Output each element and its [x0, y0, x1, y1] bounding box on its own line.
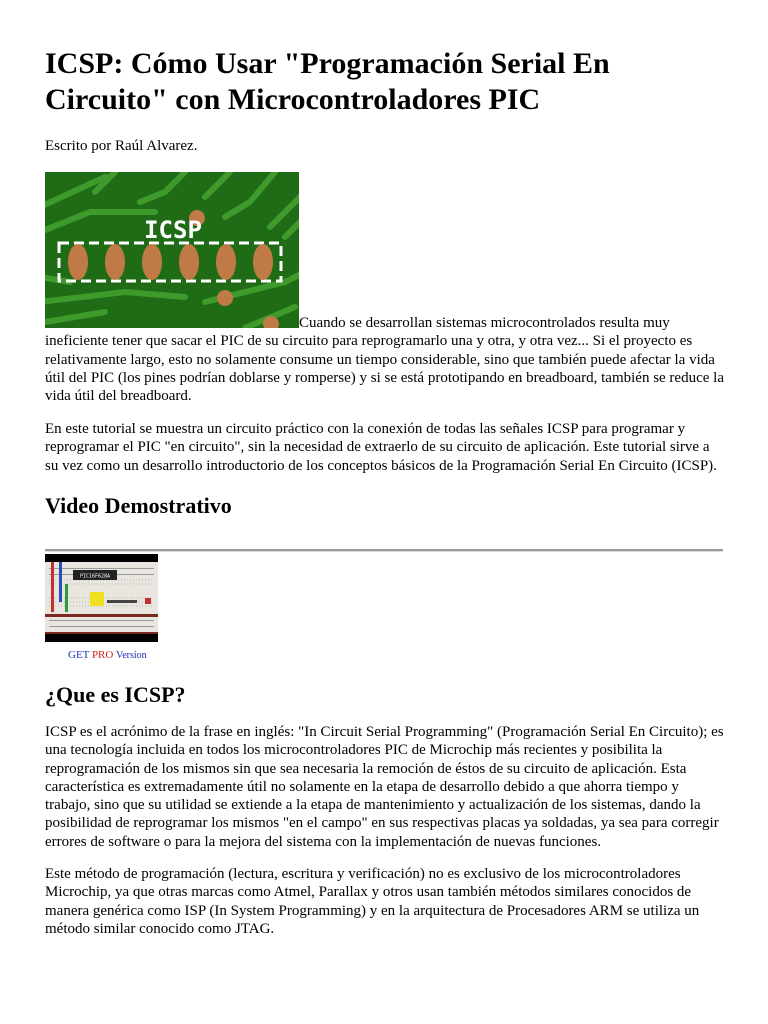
icsp-label: ICSP [144, 216, 202, 244]
video-thumbnail[interactable] [45, 554, 158, 642]
video-heading: Video Demostrativo [45, 493, 232, 518]
byline: Escrito por Raúl Alvarez. [45, 138, 198, 154]
what-is-paragraph-2: Este método de programación (lectura, escritura y verificación) no es exclusivo de los microcontroladores Microchip, ya que otras marcas como Atmel, Parallax y otros usan también métodos similares conocidos de manera genérica como ISP (In System Programming) y en la arquitectura de Procesadores ARM se utiliza un método similar conocido como JTAG. [45, 866, 700, 937]
yellow-component [90, 592, 104, 606]
what-is-heading: ¿Que es ICSP? [45, 682, 186, 707]
version-label: Version [116, 650, 147, 661]
icsp-pcb-image [45, 172, 299, 328]
page-title: ICSP: Cómo Usar "Programación Serial En Circuito" con Microcontroladores PIC [45, 47, 610, 116]
get-label: GET [68, 649, 90, 661]
pro-label: PRO [91, 649, 114, 661]
intro-paragraph [45, 314, 725, 405]
horizontal-rule [45, 549, 723, 552]
get-pro-link[interactable] [68, 648, 147, 663]
chip-label: PIC16F628A [79, 573, 111, 580]
tutorial-paragraph: En este tutorial se muestra un circuito práctico con la conexión de todas las señales ICSP para programar y reprogramar el PIC "en circuito", sin la necesidad de extraerlo de su circuito de aplicación. Este tutorial sirve a su vez como un desarrollo introductorio de los conceptos básicos de la Programación Serial En Circuito (ICSP). [45, 421, 717, 474]
intro-text: Cuando se desarrollan sistemas microcontrolados resulta muy ineficiente tener que sacar el PIC de su circuito para reprogramarlo una y otra, y otra vez... Si el proyecto es relativamente largo, esto no solamente consume un tiempo considerable, sino que también puede afectar la vida útil del PIC (los pines podrían doblarse y romperse) y si se está prototipando en breadboard, también se reduce la vida útil del breadboard. [45, 315, 724, 405]
what-is-paragraph-1: ICSP es el acrónimo de la frase en inglés: "In Circuit Serial Programming" (Programación Serial En Circuito); es una tecnología incluida en todos los microcontroladores PIC de Microchip más recientes y posibilita la reprogramación de los mismos sin que sea necesaria la remoción de éstos de su circuito de aplicación. Esta característica es extremadamente útil no solamente en la etapa de desarrollo debido a que ahorra tiempo y trabajo, sino que su utilidad se extiende a la etapa de mantenimiento y actualización de los sistemas, dando la posibilidad de reprogramar los mismos "en el campo" en sus respectivas placas ya soldadas, ya sea para corregir errores de software o para la mejora del sistema con la implementación de nuevas funciones. [45, 724, 724, 850]
